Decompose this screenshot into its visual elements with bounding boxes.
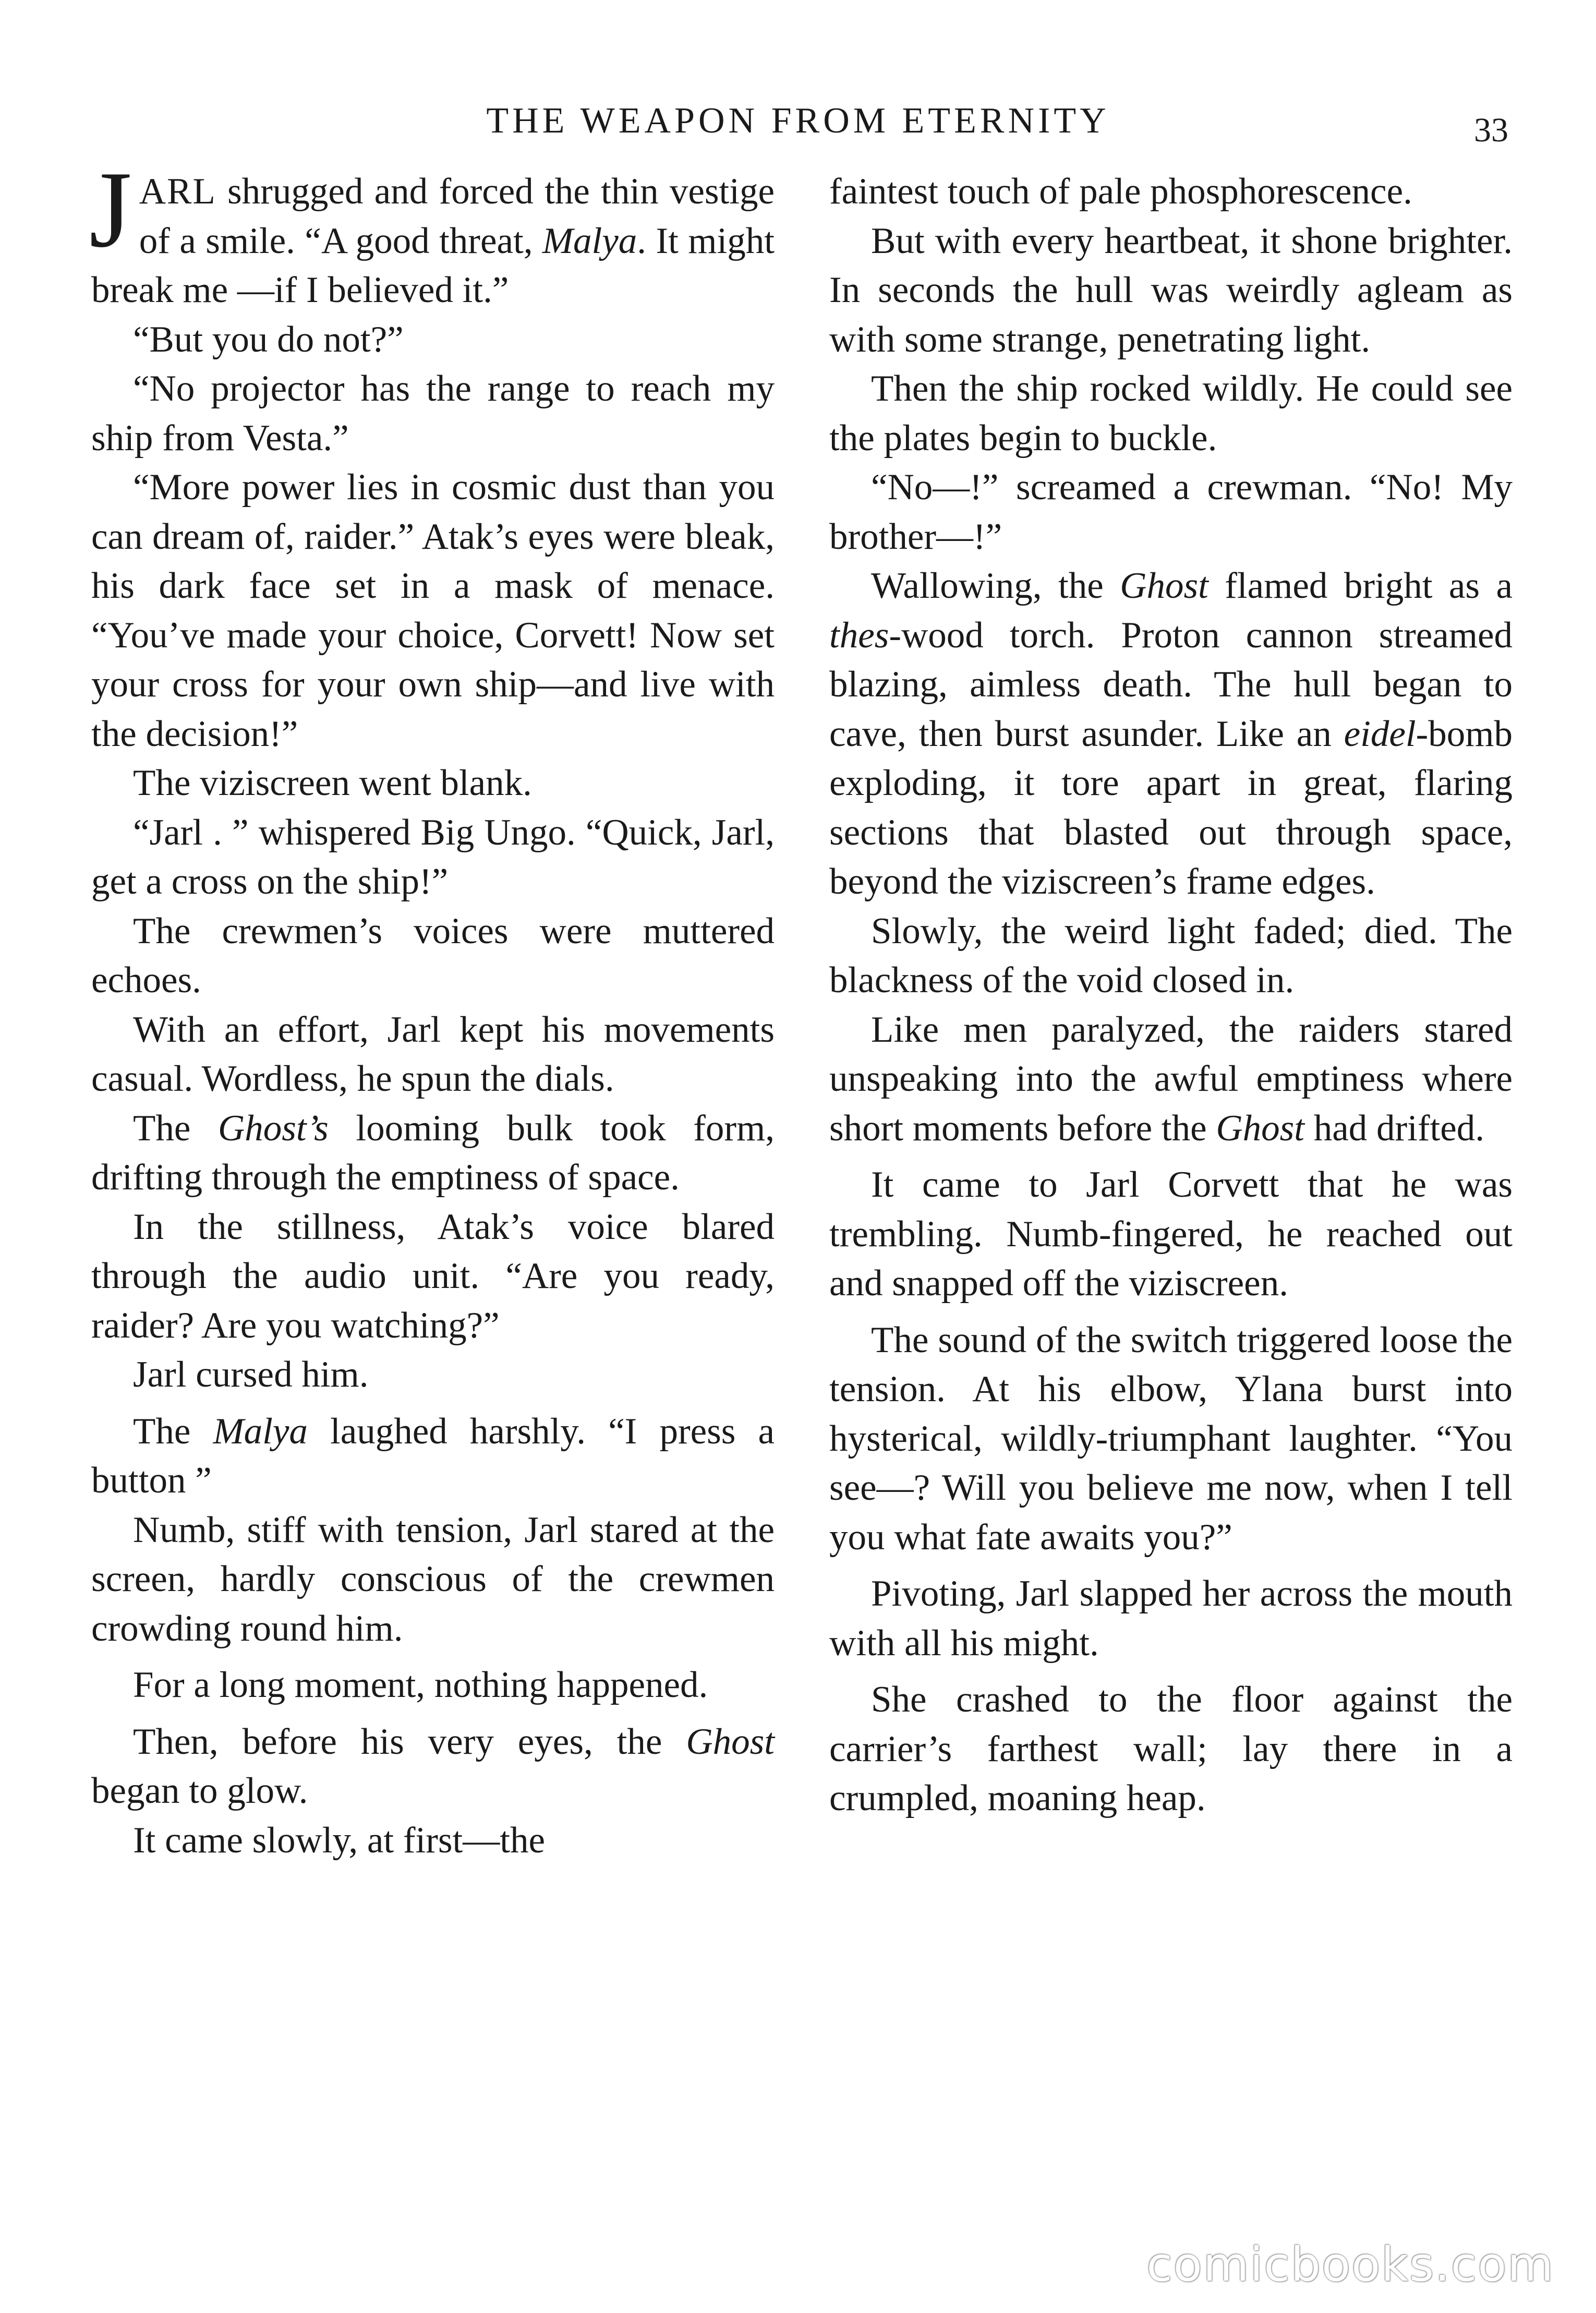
text-run: . It might break me —if I believed it.” (91, 220, 775, 310)
italic-name: Ghost (686, 1721, 775, 1762)
paragraph (89, 149, 775, 315)
paragraph: “No—!” screamed a crewman. “No! My brother—!” (829, 467, 1513, 557)
paragraph: “More power lies in cosmic dust than you can dream of, raider.” Atak’s eyes were bleak, his dark face set in a mask of menace. “You’ve made your choice, Corvett! Now set your cross for your own ship—and live with the decision!” (91, 467, 775, 754)
paragraph (91, 1407, 775, 1505)
paragraph: Jarl cursed him. (133, 1354, 369, 1395)
page-number: 33 (1474, 111, 1508, 149)
text-run: Like men paralyzed, the raiders stared unspeaking into the awful emptiness where short moments before the (829, 1009, 1513, 1149)
text-run: The (133, 1411, 213, 1452)
text-run: -bomb exploding, it tore apart in great, flaring sections that blasted out through space, beyond the viziscreen’s frame edges. (829, 713, 1513, 902)
paragraph: Numb, stiff with tension, Jarl stared at the screen, hardly conscious of the crewmen crowding round him. (91, 1509, 775, 1649)
text-run: The (133, 1107, 218, 1149)
italic-name: Ghost (1216, 1107, 1305, 1149)
text-run: Then, before his very eyes, the (133, 1721, 686, 1762)
paragraph: For a long moment, nothing happened. (133, 1665, 708, 1705)
text-run: flamed bright as a (1208, 565, 1513, 606)
italic-word: eidel (1344, 713, 1416, 754)
italic-name: Ghost (1120, 565, 1208, 606)
paragraph: “No projector has the range to reach my ship from Vesta.” (91, 368, 775, 459)
right-column (829, 167, 1513, 1823)
italic-word: thes (829, 615, 889, 656)
text-run: Wallowing, the (871, 565, 1120, 606)
paragraph (91, 1104, 775, 1202)
left-column (89, 149, 775, 1865)
text-run: -wood torch. Proton cannon streamed blazing, aimless death. The hull began to cave, then burst asunder. Like an (829, 615, 1513, 754)
paragraph: It came slowly, at first—the (133, 1820, 545, 1861)
paragraph (829, 561, 1513, 907)
text-run: shrugged and forced the thin vestige of a smile. “A good threat, (139, 171, 775, 261)
paragraph: faintest touch of pale phosphorescence. (829, 171, 1412, 212)
small-caps-text: ARL (139, 171, 216, 212)
paragraph: “But you do not?” (133, 319, 404, 360)
paragraph: With an effort, Jarl kept his movements casual. Wordless, he spun the dials. (91, 1009, 775, 1099)
paragraph: The crewmen’s voices were muttered echoes. (91, 910, 775, 1001)
paragraph: Slowly, the weird light faded; died. The blackness of the void closed in. (829, 910, 1513, 1001)
watermark: comicbooks.com (1146, 2237, 1554, 2292)
paragraph: The sound of the switch triggered loose the tension. At his elbow, Ylana burst into hysterical, wildly-triumphant laughter. “You see—? Will you believe me now, when I tell you what fate awaits you?” (829, 1319, 1513, 1558)
paragraph: In the stillness, Atak’s voice blared through the audio unit. “Are you ready, raider? Are you watching?” (91, 1206, 775, 1346)
paragraph: It came to Jarl Corvett that he was trembling. Numb-fingered, he reached out and snapped off the viziscreen. (829, 1164, 1513, 1304)
drop-cap: J (89, 149, 132, 270)
paragraph: Then the ship rocked wildly. He could see the plates begin to buckle. (829, 368, 1513, 459)
italic-name: Malya (213, 1411, 308, 1452)
paragraph: But with every heartbeat, it shone brighter. In seconds the hull was weirdly agleam as with some strange, penetrating light. (829, 220, 1513, 360)
paragraph (91, 1717, 775, 1816)
paragraph: She crashed to the floor against the carrier’s farthest wall; lay there in a crumpled, moaning heap. (829, 1679, 1513, 1818)
text-run: began to glow. (91, 1770, 308, 1811)
text-run: laughed harshly. “I press a button ” (91, 1411, 775, 1501)
paragraph: The viziscreen went blank. (133, 763, 532, 803)
text-run: had drifted. (1304, 1107, 1485, 1149)
running-title: THE WEAPON FROM ETERNITY (486, 101, 1110, 141)
text-run: looming bulk took form, drifting through the emptiness of space. (91, 1107, 775, 1198)
paragraph: Pivoting, Jarl slapped her across the mouth with all his might. (829, 1573, 1513, 1664)
italic-name: Malya (542, 220, 637, 261)
paragraph (829, 1005, 1513, 1153)
paragraph: “Jarl . ” whispered Big Ungo. “Quick, Jarl, get a cross on the ship!” (91, 812, 775, 902)
italic-name: Ghost’s (217, 1107, 329, 1149)
